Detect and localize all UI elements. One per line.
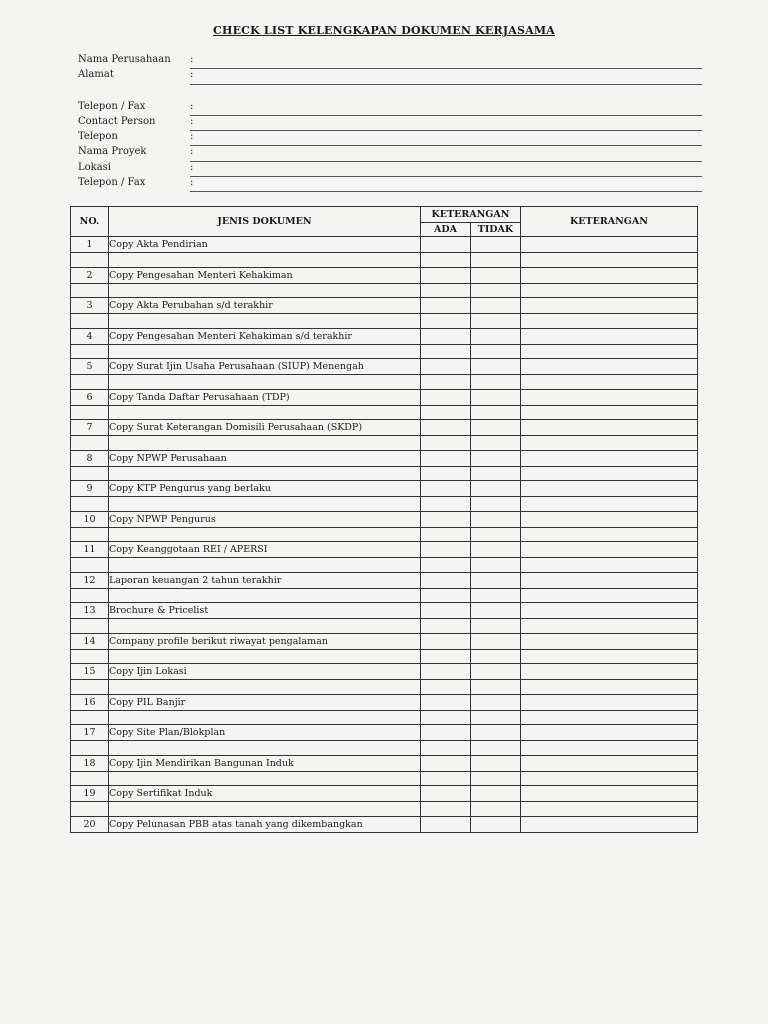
- info-colon: :: [190, 54, 194, 65]
- gap-cell: [421, 283, 471, 298]
- gap-cell: [421, 588, 471, 603]
- table-row: [71, 633, 698, 649]
- tidak-checkbox-cell[interactable]: [471, 359, 521, 375]
- gap-cell: [71, 436, 109, 451]
- row-number: 18: [71, 755, 109, 771]
- keterangan-cell[interactable]: [521, 389, 698, 405]
- document-title: CHECK LIST KELENGKAPAN DOKUMEN KERJASAMA: [213, 24, 555, 37]
- gap-cell: [109, 253, 421, 268]
- gap-cell: [71, 527, 109, 542]
- row-number: 6: [71, 389, 109, 405]
- table-row: [71, 481, 698, 497]
- table-gap-row: [71, 344, 698, 359]
- gap-cell: [109, 375, 421, 390]
- tidak-checkbox-cell[interactable]: [471, 603, 521, 619]
- row-number: 17: [71, 725, 109, 741]
- info-colon: :: [190, 69, 194, 81]
- row-number: 13: [71, 603, 109, 619]
- document-name: Copy Sertifikat Induk: [109, 786, 421, 802]
- gap-cell: [109, 527, 421, 542]
- gap-cell: [421, 741, 471, 756]
- document-name: Copy Site Plan/Blokplan: [109, 725, 421, 741]
- gap-cell: [471, 253, 521, 268]
- gap-cell: [471, 741, 521, 756]
- ada-checkbox-cell[interactable]: [421, 755, 471, 771]
- gap-cell: [421, 680, 471, 695]
- gap-cell: [109, 497, 421, 512]
- gap-cell: [521, 283, 698, 298]
- tidak-checkbox-cell[interactable]: [471, 755, 521, 771]
- keterangan-cell[interactable]: [521, 664, 698, 680]
- document-name: Copy Akta Perubahan s/d terakhir: [109, 298, 421, 314]
- table-row: [71, 816, 698, 832]
- keterangan-cell[interactable]: [521, 298, 698, 314]
- table-gap-row: [71, 771, 698, 786]
- row-number: 16: [71, 694, 109, 710]
- gap-cell: [471, 314, 521, 329]
- table-gap-row: [71, 527, 698, 542]
- gap-cell: [521, 527, 698, 542]
- ada-checkbox-cell[interactable]: [421, 572, 471, 588]
- gap-cell: [109, 405, 421, 420]
- header-no: NO.: [71, 207, 109, 237]
- gap-cell: [521, 710, 698, 725]
- document-checklist-table: [70, 206, 698, 833]
- ada-checkbox-cell[interactable]: [421, 481, 471, 497]
- table-gap-row: [71, 588, 698, 603]
- gap-cell: [71, 558, 109, 573]
- gap-cell: [471, 680, 521, 695]
- table-row: [71, 664, 698, 680]
- keterangan-cell[interactable]: [521, 786, 698, 802]
- info-label: Telepon: [78, 131, 118, 143]
- table-row: [71, 786, 698, 802]
- row-number: 20: [71, 816, 109, 832]
- gap-cell: [109, 741, 421, 756]
- header-jenis-dokumen: JENIS DOKUMEN: [109, 207, 421, 237]
- info-colon: :: [190, 161, 194, 173]
- table-row: [71, 755, 698, 771]
- table-row: [71, 298, 698, 314]
- tidak-checkbox-cell[interactable]: [471, 389, 521, 405]
- keterangan-cell[interactable]: [521, 450, 698, 466]
- header-keterangan-group: KETERANGAN: [421, 207, 521, 223]
- table-row: [71, 359, 698, 375]
- info-row: [78, 162, 702, 177]
- info-colon: :: [190, 146, 194, 158]
- info-row: [78, 131, 702, 146]
- document-name: Copy Tanda Daftar Perusahaan (TDP): [109, 389, 421, 405]
- keterangan-cell[interactable]: [521, 237, 698, 253]
- ada-checkbox-cell[interactable]: [421, 267, 471, 283]
- tidak-checkbox-cell[interactable]: [471, 328, 521, 344]
- table-gap-row: [71, 710, 698, 725]
- document-name: Copy Pengesahan Menteri Kehakiman: [109, 267, 421, 283]
- gap-cell: [71, 649, 109, 664]
- table-gap-row: [71, 802, 698, 817]
- gap-cell: [421, 802, 471, 817]
- info-label: Alamat: [78, 69, 114, 81]
- gap-cell: [109, 558, 421, 573]
- table-row: [71, 542, 698, 558]
- info-label: Contact Person: [78, 115, 156, 127]
- gap-cell: [109, 283, 421, 298]
- gap-cell: [471, 527, 521, 542]
- table-gap-row: [71, 375, 698, 390]
- ada-checkbox-cell[interactable]: [421, 450, 471, 466]
- keterangan-cell[interactable]: [521, 633, 698, 649]
- gap-cell: [71, 405, 109, 420]
- document-name: Brochure & Pricelist: [109, 603, 421, 619]
- table-row: [71, 389, 698, 405]
- gap-cell: [521, 497, 698, 512]
- row-number: 10: [71, 511, 109, 527]
- info-row: [78, 116, 702, 131]
- gap-cell: [471, 466, 521, 481]
- info-label: Nama Perusahaan: [78, 54, 171, 65]
- tidak-checkbox-cell[interactable]: [471, 450, 521, 466]
- gap-cell: [71, 375, 109, 390]
- info-colon: :: [190, 177, 194, 189]
- row-number: 11: [71, 542, 109, 558]
- gap-cell: [71, 253, 109, 268]
- ada-checkbox-cell[interactable]: [421, 359, 471, 375]
- tidak-checkbox-cell[interactable]: [471, 786, 521, 802]
- gap-cell: [521, 436, 698, 451]
- document-name: Copy Ijin Lokasi: [109, 664, 421, 680]
- table-gap-row: [71, 283, 698, 298]
- tidak-checkbox-cell[interactable]: [471, 298, 521, 314]
- gap-cell: [521, 680, 698, 695]
- info-colon: :: [190, 131, 194, 143]
- ada-checkbox-cell[interactable]: [421, 298, 471, 314]
- tidak-checkbox-cell[interactable]: [471, 420, 521, 436]
- gap-cell: [71, 741, 109, 756]
- table-row: [71, 328, 698, 344]
- gap-cell: [421, 619, 471, 634]
- gap-cell: [71, 771, 109, 786]
- table-row: [71, 267, 698, 283]
- table-row: [71, 572, 698, 588]
- table-gap-row: [71, 253, 698, 268]
- gap-cell: [109, 710, 421, 725]
- gap-cell: [109, 344, 421, 359]
- gap-cell: [521, 405, 698, 420]
- row-number: 1: [71, 237, 109, 253]
- gap-cell: [521, 314, 698, 329]
- gap-cell: [71, 497, 109, 512]
- tidak-checkbox-cell[interactable]: [471, 511, 521, 527]
- document-name: Copy Surat Ijin Usaha Perusahaan (SIUP) Menengah: [109, 359, 421, 375]
- ada-checkbox-cell[interactable]: [421, 237, 471, 253]
- gap-cell: [71, 710, 109, 725]
- gap-cell: [71, 619, 109, 634]
- info-spacer: [78, 85, 702, 101]
- header-tidak: TIDAK: [471, 223, 521, 237]
- gap-cell: [421, 375, 471, 390]
- ada-checkbox-cell[interactable]: [421, 389, 471, 405]
- table-gap-row: [71, 497, 698, 512]
- gap-cell: [421, 314, 471, 329]
- gap-cell: [471, 558, 521, 573]
- tidak-checkbox-cell[interactable]: [471, 633, 521, 649]
- gap-cell: [471, 283, 521, 298]
- ada-checkbox-cell[interactable]: [421, 694, 471, 710]
- gap-cell: [471, 497, 521, 512]
- gap-cell: [521, 253, 698, 268]
- row-number: 4: [71, 328, 109, 344]
- gap-cell: [521, 619, 698, 634]
- gap-cell: [109, 649, 421, 664]
- info-fill-line[interactable]: [190, 84, 702, 85]
- gap-cell: [109, 436, 421, 451]
- gap-cell: [421, 466, 471, 481]
- table-gap-row: [71, 741, 698, 756]
- ada-checkbox-cell[interactable]: [421, 725, 471, 741]
- document-name: Laporan keuangan 2 tahun terakhir: [109, 572, 421, 588]
- document-name: Copy PIL Banjir: [109, 694, 421, 710]
- keterangan-cell[interactable]: [521, 603, 698, 619]
- gap-cell: [471, 802, 521, 817]
- table-row: [71, 694, 698, 710]
- gap-cell: [109, 771, 421, 786]
- keterangan-cell[interactable]: [521, 542, 698, 558]
- gap-cell: [109, 802, 421, 817]
- gap-cell: [421, 527, 471, 542]
- keterangan-cell[interactable]: [521, 511, 698, 527]
- tidak-checkbox-cell[interactable]: [471, 267, 521, 283]
- keterangan-cell[interactable]: [521, 725, 698, 741]
- gap-cell: [421, 436, 471, 451]
- gap-cell: [471, 588, 521, 603]
- header-ada: ADA: [421, 223, 471, 237]
- table-gap-row: [71, 680, 698, 695]
- ada-checkbox-cell[interactable]: [421, 786, 471, 802]
- row-number: 14: [71, 633, 109, 649]
- gap-cell: [421, 497, 471, 512]
- gap-cell: [471, 619, 521, 634]
- table-gap-row: [71, 558, 698, 573]
- gap-cell: [421, 405, 471, 420]
- keterangan-cell[interactable]: [521, 420, 698, 436]
- gap-cell: [471, 344, 521, 359]
- ada-checkbox-cell[interactable]: [421, 328, 471, 344]
- gap-cell: [421, 344, 471, 359]
- row-number: 8: [71, 450, 109, 466]
- gap-cell: [71, 344, 109, 359]
- tidak-checkbox-cell[interactable]: [471, 572, 521, 588]
- table-row: [71, 511, 698, 527]
- gap-cell: [521, 466, 698, 481]
- gap-cell: [521, 741, 698, 756]
- table-row: [71, 725, 698, 741]
- company-info-section: [78, 54, 702, 192]
- document-name: Copy Keanggotaan REI / APERSI: [109, 542, 421, 558]
- document-name: Copy Surat Keterangan Domisili Perusahaan (SKDP): [109, 420, 421, 436]
- gap-cell: [109, 466, 421, 481]
- info-label: Telepon / Fax: [78, 177, 146, 189]
- keterangan-cell[interactable]: [521, 359, 698, 375]
- table-gap-row: [71, 436, 698, 451]
- tidak-checkbox-cell[interactable]: [471, 725, 521, 741]
- info-row: [78, 54, 702, 69]
- gap-cell: [471, 771, 521, 786]
- gap-cell: [109, 680, 421, 695]
- keterangan-cell[interactable]: [521, 328, 698, 344]
- ada-checkbox-cell[interactable]: [421, 511, 471, 527]
- gap-cell: [521, 558, 698, 573]
- gap-cell: [521, 802, 698, 817]
- gap-cell: [471, 405, 521, 420]
- ada-checkbox-cell[interactable]: [421, 816, 471, 832]
- gap-cell: [421, 710, 471, 725]
- gap-cell: [471, 375, 521, 390]
- row-number: 2: [71, 267, 109, 283]
- tidak-checkbox-cell[interactable]: [471, 481, 521, 497]
- gap-cell: [421, 558, 471, 573]
- ada-checkbox-cell[interactable]: [421, 603, 471, 619]
- keterangan-cell[interactable]: [521, 481, 698, 497]
- info-row: [78, 69, 702, 84]
- info-fill-line[interactable]: [190, 191, 702, 192]
- tidak-checkbox-cell[interactable]: [471, 237, 521, 253]
- row-number: 19: [71, 786, 109, 802]
- keterangan-cell[interactable]: [521, 694, 698, 710]
- keterangan-cell[interactable]: [521, 267, 698, 283]
- document-name: Copy KTP Pengurus yang berlaku: [109, 481, 421, 497]
- table-gap-row: [71, 466, 698, 481]
- row-number: 9: [71, 481, 109, 497]
- table-gap-row: [71, 619, 698, 634]
- table-gap-row: [71, 314, 698, 329]
- info-row: [78, 177, 702, 192]
- gap-cell: [421, 771, 471, 786]
- tidak-checkbox-cell[interactable]: [471, 542, 521, 558]
- table-row: [71, 603, 698, 619]
- info-label: Lokasi: [78, 161, 112, 173]
- document-name: Copy Pengesahan Menteri Kehakiman s/d terakhir: [109, 328, 421, 344]
- document-name: Copy Pelunasan PBB atas tanah yang dikembangkan: [109, 816, 421, 832]
- info-colon: :: [190, 115, 194, 127]
- table-gap-row: [71, 405, 698, 420]
- info-row: [78, 146, 702, 161]
- gap-cell: [421, 649, 471, 664]
- ada-checkbox-cell[interactable]: [421, 542, 471, 558]
- gap-cell: [471, 710, 521, 725]
- tidak-checkbox-cell[interactable]: [471, 694, 521, 710]
- gap-cell: [521, 588, 698, 603]
- tidak-checkbox-cell[interactable]: [471, 816, 521, 832]
- info-colon: :: [190, 100, 194, 112]
- gap-cell: [521, 344, 698, 359]
- table-row: [71, 237, 698, 253]
- table-gap-row: [71, 649, 698, 664]
- gap-cell: [71, 466, 109, 481]
- ada-checkbox-cell[interactable]: [421, 420, 471, 436]
- document-name: Company profile berikut riwayat pengalaman: [109, 633, 421, 649]
- keterangan-cell[interactable]: [521, 755, 698, 771]
- row-number: 3: [71, 298, 109, 314]
- gap-cell: [471, 436, 521, 451]
- gap-cell: [71, 680, 109, 695]
- gap-cell: [109, 588, 421, 603]
- document-name: Copy Akta Pendirian: [109, 237, 421, 253]
- document-name: Copy Ijin Mendirikan Bangunan Induk: [109, 755, 421, 771]
- document-name: Copy NPWP Perusahaan: [109, 450, 421, 466]
- gap-cell: [521, 649, 698, 664]
- gap-cell: [71, 802, 109, 817]
- tidak-checkbox-cell[interactable]: [471, 664, 521, 680]
- gap-cell: [109, 314, 421, 329]
- table-row: [71, 420, 698, 436]
- info-label: Nama Proyek: [78, 146, 147, 158]
- row-number: 5: [71, 359, 109, 375]
- document-name: Copy NPWP Pengurus: [109, 511, 421, 527]
- row-number: 7: [71, 420, 109, 436]
- gap-cell: [71, 283, 109, 298]
- gap-cell: [521, 771, 698, 786]
- keterangan-cell[interactable]: [521, 816, 698, 832]
- table-row: [71, 450, 698, 466]
- gap-cell: [71, 314, 109, 329]
- keterangan-cell[interactable]: [521, 572, 698, 588]
- row-number: 12: [71, 572, 109, 588]
- ada-checkbox-cell[interactable]: [421, 664, 471, 680]
- gap-cell: [109, 619, 421, 634]
- gap-cell: [421, 253, 471, 268]
- header-keterangan: KETERANGAN: [521, 207, 698, 237]
- ada-checkbox-cell[interactable]: [421, 633, 471, 649]
- row-number: 15: [71, 664, 109, 680]
- info-label: Telepon / Fax: [78, 100, 146, 112]
- info-row: [78, 101, 702, 116]
- gap-cell: [71, 588, 109, 603]
- gap-cell: [471, 649, 521, 664]
- gap-cell: [521, 375, 698, 390]
